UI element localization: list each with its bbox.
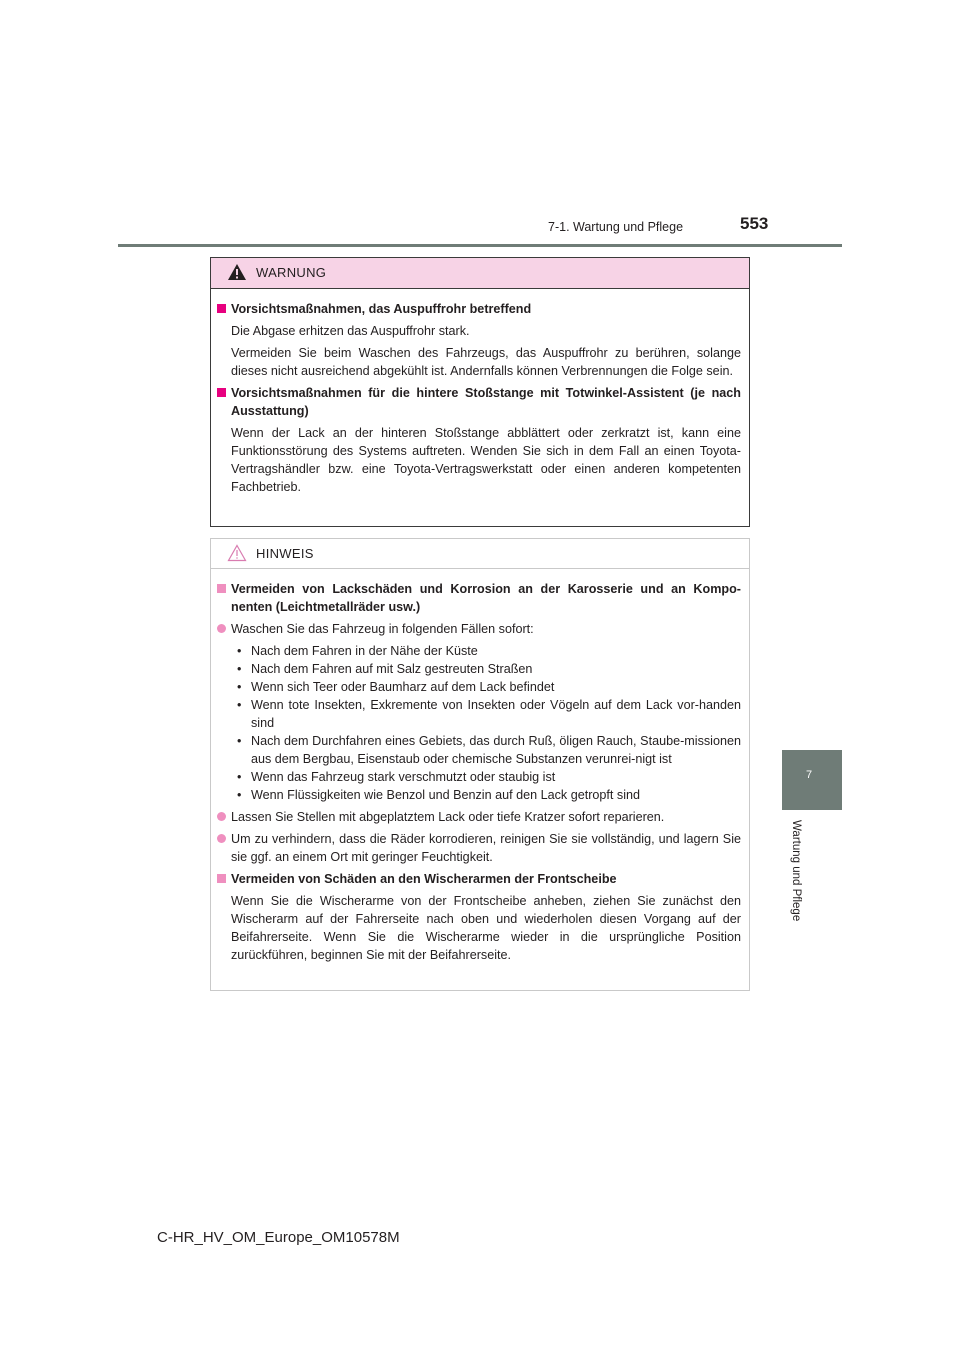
list-item: • Wenn tote Insekten, Exkremente von Insekten oder Vögeln auf dem Lack vor-handen sind [217, 696, 741, 732]
list-item: • Nach dem Fahren in der Nähe der Küste [217, 642, 741, 660]
warning-box [210, 257, 750, 527]
warning-content [211, 289, 749, 496]
warning-paragraph: Vermeiden Sie beim Waschen des Fahrzeugs, das Auspuffrohr zu berühren, solange dieses nicht ausreichend abgekühlt ist. Andernfalls können Verbrennungen die Folge sein. [231, 346, 741, 378]
circle-bullet-icon [217, 624, 226, 633]
warning-triangle-icon [227, 263, 247, 281]
page-number: 553 [740, 214, 769, 233]
document-id: C-HR_HV_OM_Europe_OM10578M [157, 1229, 400, 1246]
list-item: • Nach dem Fahren auf mit Salz gestreuten Straßen [217, 660, 741, 678]
warning-paragraph: Wenn der Lack an der hinteren Stoßstange abblättert oder zerkratzt ist, kann eine Funktionsstörung des Systems auftreten. Wenden Sie sich in dem Fall an einen Toyota-Vertragshändler bzw. eine Toyota-Vertragswerkstatt oder einen anderen kompetenten Fachbetrieb. [231, 426, 741, 494]
list-item: • Wenn Flüssigkeiten wie Benzol und Benzin auf den Lack getropft sind [217, 786, 741, 804]
header-rule [118, 244, 842, 247]
square-bullet-icon [217, 304, 226, 313]
warning-header [211, 258, 749, 289]
section-title: 7-1. Wartung und Pflege [548, 220, 684, 234]
note-content [211, 569, 749, 964]
warning-title: WARNUNG [256, 265, 327, 280]
note-subitem: Lassen Sie Stellen mit abgeplatztem Lack oder tiefe Kratzer sofort reparieren. [217, 808, 741, 826]
warning-item-heading: Vorsichtsmaßnahmen für die hintere Stoßstange mit Totwinkel-Assistent (je nach Ausstattung) [217, 384, 741, 420]
note-item-heading: Vermeiden von Lackschäden und Korrosion an der Karosserie und an Kompo-nenten (Leichtmetallräder usw.) [217, 580, 741, 616]
note-subitem: Waschen Sie das Fahrzeug in folgenden Fällen sofort: [217, 620, 741, 638]
square-bullet-icon [217, 874, 226, 883]
note-paragraph: Wenn Sie die Wischerarme von der Frontscheibe anheben, ziehen Sie zunächst den Wischerarm auf der Fahrerseite nach oben und wiederholen diesen Vorgang auf der Beifahrerseite. Wenn Sie die Wischerarme wieder in die ursprüngliche Position zurückführen, beginnen Sie mit der Beifahrerseite. [231, 894, 741, 962]
warning-paragraph: Die Abgase erhitzen das Auspuffrohr stark. [231, 324, 470, 338]
note-item-heading: Vermeiden von Schäden an den Wischerarmen der Frontscheibe [217, 870, 741, 888]
note-subitem: Um zu verhindern, dass die Räder korrodieren, reinigen Sie sie vollständig, und lagern Sie sie ggf. an einem Ort mit geringer Feuchtigkeit. [217, 830, 741, 866]
warning-item-heading: Vorsichtsmaßnahmen, das Auspuffrohr betreffend [217, 300, 741, 318]
list-item: • Wenn das Fahrzeug stark verschmutzt oder staubig ist [217, 768, 741, 786]
circle-bullet-icon [217, 812, 226, 821]
note-title: HINWEIS [256, 546, 314, 561]
bullet-list [217, 642, 741, 804]
square-bullet-icon [217, 388, 226, 397]
circle-bullet-icon [217, 834, 226, 843]
list-item: • Wenn sich Teer oder Baumharz auf dem Lack befindet [217, 678, 741, 696]
chapter-number: 7 [806, 769, 813, 781]
chapter-title: Wartung und Pflege [790, 820, 802, 922]
note-box [210, 538, 750, 991]
note-header [211, 539, 749, 569]
list-item: • Nach dem Durchfahren eines Gebiets, das durch Ruß, öligen Rauch, Staube-missionen aus dem Bergbau, Eisenstaub oder chemische Substanzen verunrei-nigt ist [217, 732, 741, 768]
caution-triangle-outline-icon [227, 544, 247, 562]
square-bullet-icon [217, 584, 226, 593]
